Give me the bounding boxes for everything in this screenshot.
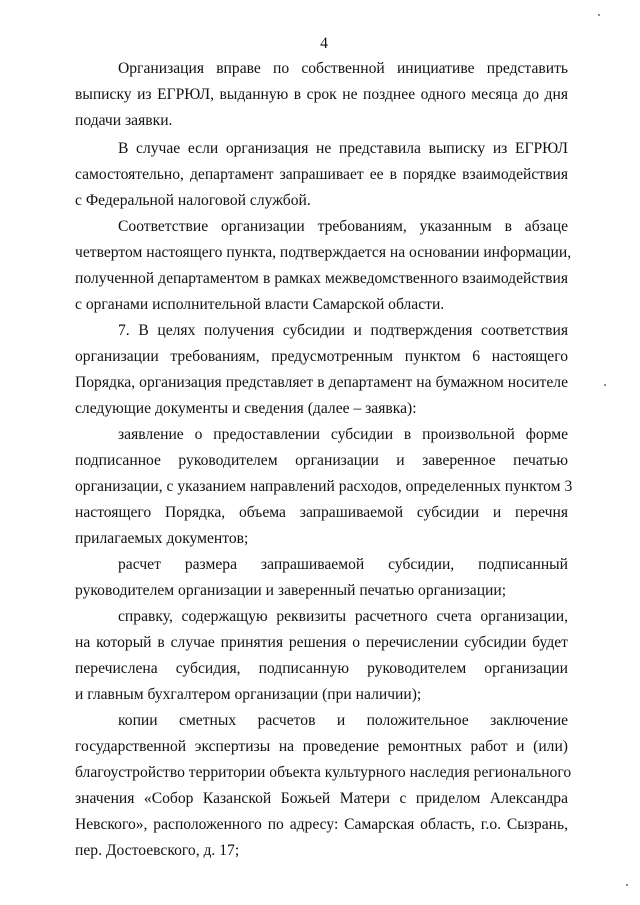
text-line: четвертом настоящего пункта, подтверждается на основании информации,	[75, 244, 572, 261]
scan-speck	[598, 14, 600, 16]
text-line: расчет размера запрашиваемой субсидии, подписанный	[118, 556, 568, 573]
scan-speck	[626, 884, 628, 886]
text-line: справку, содержащую реквизиты расчетного счета организации,	[118, 608, 568, 625]
text-line: настоящего Порядка, объема запрашиваемой субсидии и перечня	[75, 504, 568, 521]
text-line: организации требованиям, предусмотренным пунктом 6 настоящего	[75, 348, 568, 365]
text-line: с органами исполнительной власти Самарской области.	[75, 296, 445, 313]
text-line: Организация вправе по собственной инициативе представить	[118, 60, 568, 77]
text-line: организации, с указанием направлений расходов, определенных пунктом 3	[75, 478, 573, 495]
text-line: на который в случае принятия решения о перечислении субсидии будет	[75, 634, 568, 651]
text-line: перечислена субсидия, подписанную руководителем организации	[75, 660, 568, 677]
text-line: подачи заявки.	[75, 112, 173, 129]
scan-speck	[604, 384, 606, 386]
text-line: руководителем организации и заверенный печатью организации;	[75, 582, 507, 599]
text-line: 7. В целях получения субсидии и подтверждения соответствия	[118, 322, 568, 339]
text-line: копии сметных расчетов и положительное заключение	[118, 712, 568, 729]
text-line: следующие документы и сведения (далее – заявка):	[75, 400, 417, 417]
text-line: самостоятельно, департамент запрашивает ее в порядке взаимодействия	[75, 166, 568, 183]
text-line: благоустройство территории объекта культурного наследия регионального	[75, 764, 572, 781]
text-line: пер. Достоевского, д. 17;	[75, 842, 240, 859]
text-line: с Федеральной налоговой службой.	[75, 192, 311, 209]
text-line: выписку из ЕГРЮЛ, выданную в срок не позднее одного месяца до дня	[75, 86, 568, 103]
text-line: Порядка, организация представляет в департамент на бумажном носителе	[75, 374, 568, 391]
text-line: Невского», расположенного по адресу: Самарская область, г.о. Сызрань,	[75, 816, 568, 833]
page-number: 4	[320, 35, 328, 52]
text-line: подписанное руководителем организации и заверенное печатью	[75, 452, 568, 469]
text-line: Соответствие организации требованиям, указанным в абзаце	[118, 218, 568, 235]
text-line: и главным бухгалтером организации (при наличии);	[75, 686, 422, 703]
text-line: прилагаемых документов;	[75, 530, 249, 547]
text-line: значения «Собор Казанской Божьей Матери с приделом Александра	[75, 790, 568, 807]
text-line: государственной экспертизы на проведение ремонтных работ и (или)	[75, 738, 568, 755]
text-line: полученной департаментом в рамках межведомственного взаимодействия	[75, 270, 568, 287]
text-line: В случае если организация не представила выписку из ЕГРЮЛ	[118, 140, 568, 157]
text-line: заявление о предоставлении субсидии в произвольной форме	[118, 426, 568, 443]
